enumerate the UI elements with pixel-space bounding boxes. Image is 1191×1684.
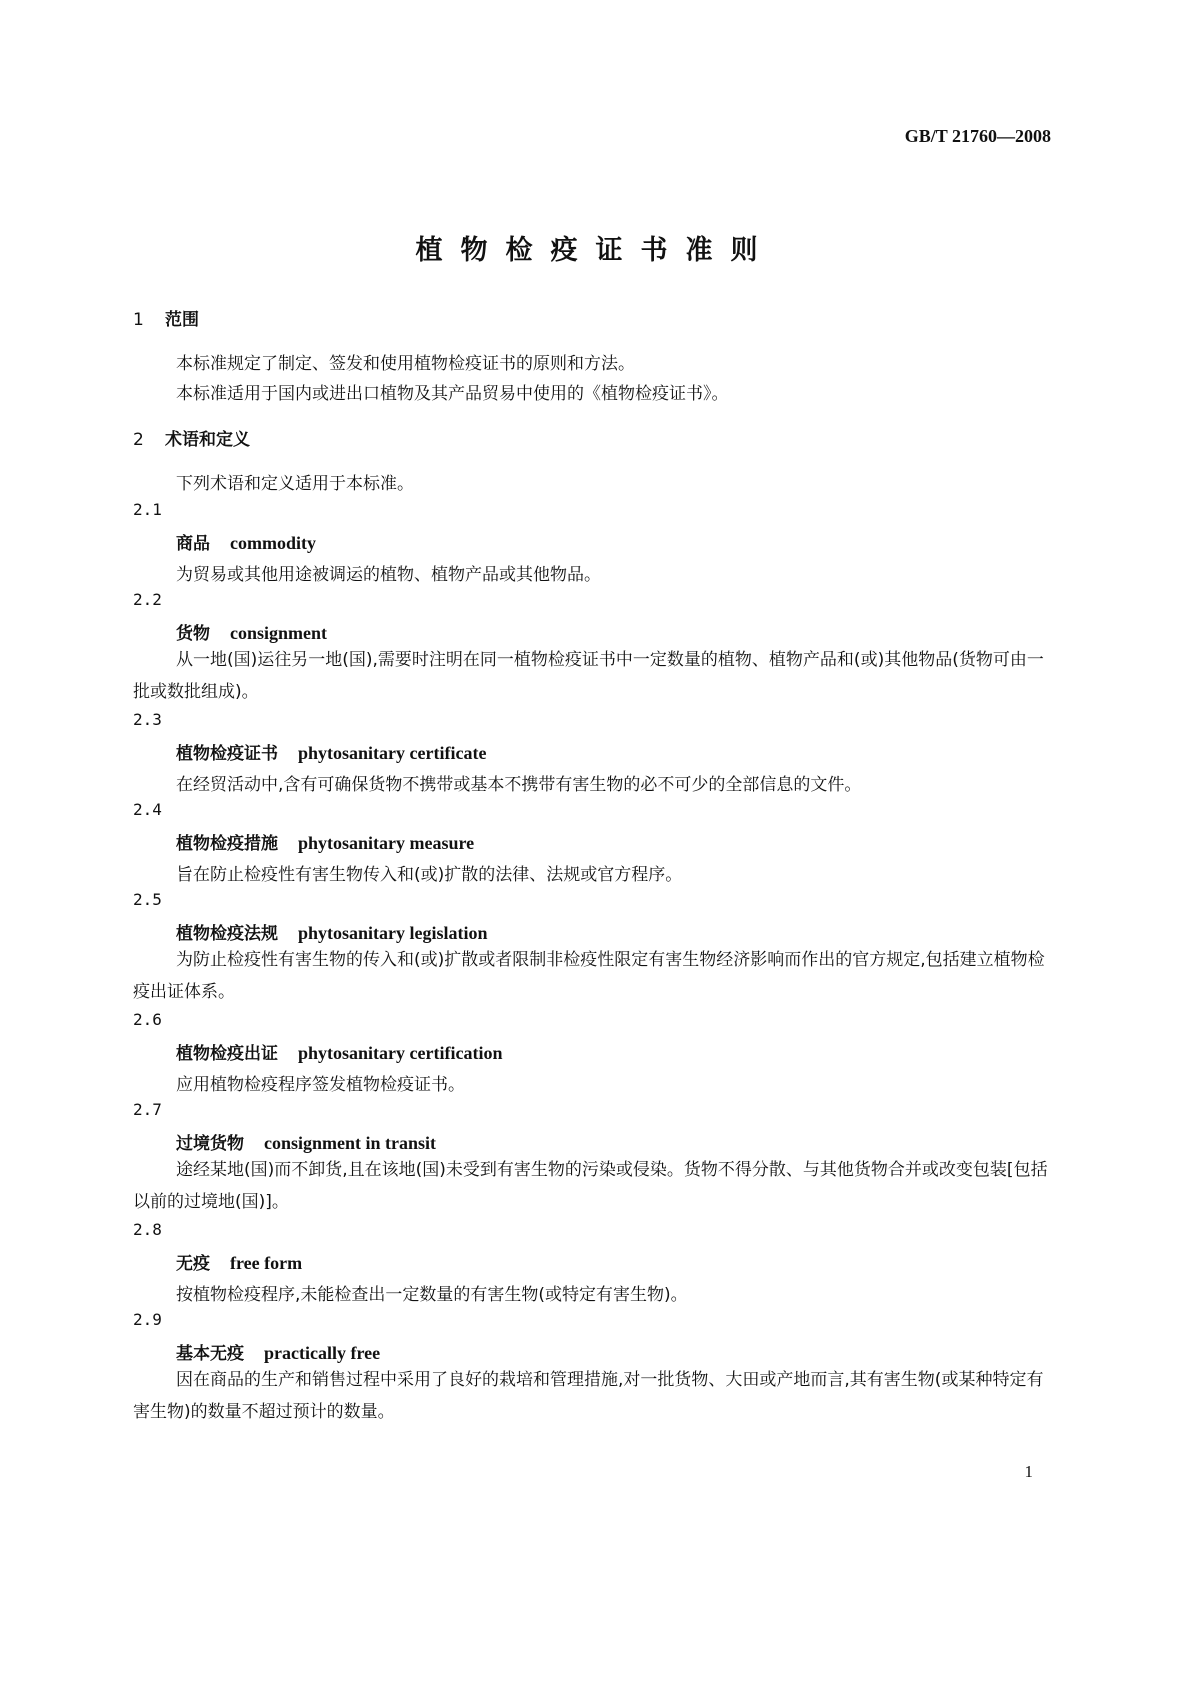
term-zh: 植物检疫措施 xyxy=(176,834,278,854)
term-en: phytosanitary certificate xyxy=(298,743,487,763)
term-definition: 为贸易或其他用途被调运的植物、植物产品或其他物品。 xyxy=(176,565,601,585)
term-definition: 应用植物检疫程序签发植物检疫证书。 xyxy=(176,1075,465,1095)
term-definition: 旨在防止检疫性有害生物传入和(或)扩散的法律、法规或官方程序。 xyxy=(176,865,683,885)
term-en: phytosanitary legislation xyxy=(298,923,488,943)
section-heading-scope xyxy=(133,305,199,330)
term-zh: 过境货物 xyxy=(176,1134,244,1154)
term-en: phytosanitary certification xyxy=(298,1043,503,1063)
term-zh: 植物检疫证书 xyxy=(176,744,278,764)
term-en: practically free xyxy=(264,1343,381,1363)
term-heading xyxy=(176,739,486,764)
term-heading xyxy=(176,1249,302,1274)
section-number: 1 xyxy=(133,310,144,330)
clause-number: 2.2 xyxy=(133,590,162,609)
term-zh: 植物检疫法规 xyxy=(176,924,278,944)
term-definition: 按植物检疫程序,未能检查出一定数量的有害生物(或特定有害生物)。 xyxy=(176,1285,688,1305)
clause-number: 2.5 xyxy=(133,890,162,909)
term-en: consignment in transit xyxy=(264,1133,437,1153)
term-definition: 途经某地(国)而不卸货,且在该地(国)未受到有害生物的污染或侵染。货物不得分散、与其他货物合并或改变包装[包括以前的过境地(国)]。 xyxy=(133,1160,1048,1212)
term-heading xyxy=(176,1039,502,1064)
clause-number: 2.3 xyxy=(133,710,162,729)
clause-number: 2.7 xyxy=(133,1100,162,1119)
page-number: 1 xyxy=(1024,1462,1033,1481)
term-heading xyxy=(176,1339,380,1364)
paragraph: 本标准规定了制定、签发和使用植物检疫证书的原则和方法。 xyxy=(176,354,635,374)
term-zh: 无疫 xyxy=(176,1254,210,1274)
term-zh: 基本无疫 xyxy=(176,1344,244,1364)
clause-number: 2.1 xyxy=(133,500,162,519)
clause-number: 2.6 xyxy=(133,1010,162,1029)
clause-number: 2.9 xyxy=(133,1310,162,1329)
term-definition: 在经贸活动中,含有可确保货物不携带或基本不携带有害生物的必不可少的全部信息的文件。 xyxy=(176,775,862,795)
term-heading xyxy=(176,829,474,854)
term-definition: 因在商品的生产和销售过程中采用了良好的栽培和管理措施,对一批货物、大田或产地而言,其有害生物(或某种特定有害生物)的数量不超过预计的数量。 xyxy=(133,1370,1044,1422)
term-heading xyxy=(176,1129,436,1154)
paragraph: 本标准适用于国内或进出口植物及其产品贸易中使用的《植物检疫证书》。 xyxy=(176,384,729,404)
term-definition: 为防止检疫性有害生物的传入和(或)扩散或者限制非检疫性限定有害生物经济影响而作出的官方规定,包括建立植物检疫出证体系。 xyxy=(133,950,1045,1002)
paragraph: 下列术语和定义适用于本标准。 xyxy=(176,474,414,494)
clause-number: 2.8 xyxy=(133,1220,162,1239)
term-zh: 植物检疫出证 xyxy=(176,1044,278,1064)
term-en: free form xyxy=(230,1253,303,1273)
clause-number: 2.4 xyxy=(133,800,162,819)
term-zh: 货物 xyxy=(176,624,210,644)
term-definition: 从一地(国)运往另一地(国),需要时注明在同一植物检疫证书中一定数量的植物、植物产品和(或)其他物品(货物可由一批或数批组成)。 xyxy=(133,650,1044,702)
section-heading-terms xyxy=(133,425,250,450)
term-heading xyxy=(176,919,488,944)
standard-code: GB/T 21760—2008 xyxy=(904,126,1051,146)
term-heading xyxy=(176,529,316,554)
term-zh: 商品 xyxy=(176,534,210,554)
document-title: 植物检疫证书准则 xyxy=(415,235,776,266)
term-en: commodity xyxy=(230,533,316,553)
term-en: phytosanitary measure xyxy=(298,833,475,853)
document-body xyxy=(133,0,1056,1684)
term-en: consignment xyxy=(230,623,328,643)
section-label: 范围 xyxy=(165,310,199,330)
term-heading xyxy=(176,619,327,644)
section-number: 2 xyxy=(133,430,144,450)
section-label: 术语和定义 xyxy=(165,430,250,450)
